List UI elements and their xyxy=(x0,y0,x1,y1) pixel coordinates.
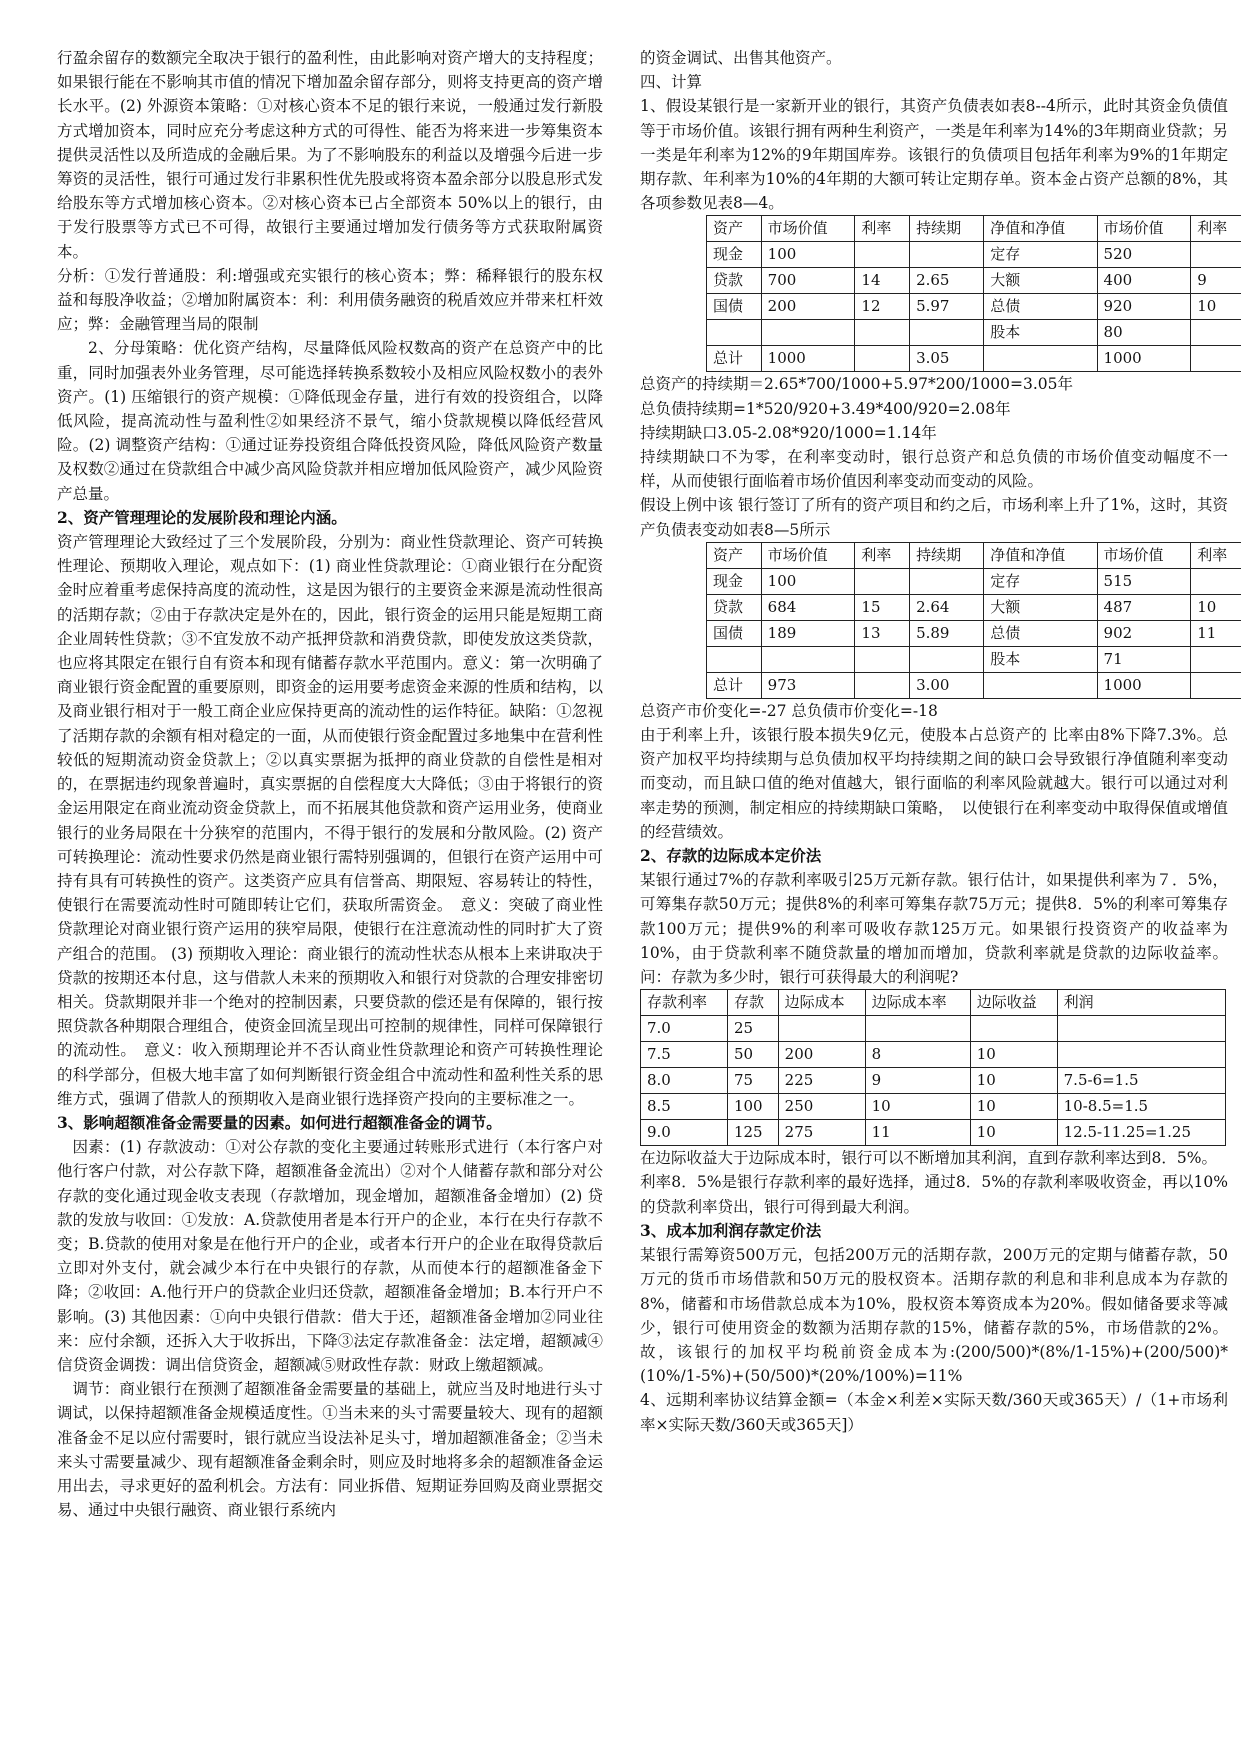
table-cell xyxy=(910,242,984,268)
table-header-cell: 持续期 xyxy=(910,542,984,568)
table-header-cell: 边际成本 xyxy=(778,990,865,1016)
table-cell: 684 xyxy=(761,594,855,620)
table-cell: 2.64 xyxy=(910,594,984,620)
table-cell: 15 xyxy=(855,594,910,620)
paragraph: 持续期缺口不为零，在利率变动时，银行总资产和总负债的市场价值变动幅度不一样，从而使银行面临着市场价值因利率变动而变动的风险。 xyxy=(640,448,1228,491)
table-cell: 10 xyxy=(1191,594,1241,620)
table-cell: 10-8.5=1.5 xyxy=(1057,1094,1225,1120)
table-cell: 520 xyxy=(1097,242,1191,268)
balance-sheet-table-8-4 xyxy=(706,215,1241,372)
table-header-cell: 利率 xyxy=(1191,216,1241,242)
table-cell: 1000 xyxy=(1097,346,1191,372)
table-cell: 10 xyxy=(1191,294,1241,320)
table-row xyxy=(707,294,1241,320)
table-header-cell: 利率 xyxy=(1191,542,1241,568)
table-cell xyxy=(970,1016,1057,1042)
marginal-cost-table xyxy=(640,989,1226,1146)
table-row xyxy=(641,1120,1226,1146)
table-cell: 400 xyxy=(1097,268,1191,294)
table-cell: 总计 xyxy=(707,346,762,372)
table-cell: 5.89 xyxy=(910,620,984,646)
table-cell xyxy=(984,346,1097,372)
table-cell: 3.00 xyxy=(910,672,984,698)
table-cell: 700 xyxy=(761,268,855,294)
table-cell xyxy=(865,1016,970,1042)
table-cell: 1000 xyxy=(761,346,855,372)
table-cell: 12.5-11.25=1.25 xyxy=(1057,1120,1225,1146)
table-cell: 8.0 xyxy=(641,1068,728,1094)
table-header-row xyxy=(707,542,1241,568)
table-row xyxy=(707,320,1241,346)
table-cell: 9.0 xyxy=(641,1120,728,1146)
table-row xyxy=(707,646,1241,672)
table-cell xyxy=(1191,646,1241,672)
table-row xyxy=(707,268,1241,294)
paragraph: 1、假设某银行是一家新开业的银行，其资产负债表如表8--4所示，此时其资金负债值等于市场价值。该银行拥有两种生利资产，一类是年利率为14%的3年期商业贷款；另一类是年利率为12%的9年期国库券。该银行的负债项目包括年利率为9%的1年期定期存款、年利率为10%的4年期的大额可转让定期存单。资本金占资产总额的8%，其各项参数见表8—4。 xyxy=(640,97,1228,213)
balance-sheet-table-8-5 xyxy=(706,542,1241,699)
table-cell: 11 xyxy=(865,1120,970,1146)
table-cell: 100 xyxy=(761,242,855,268)
table-cell xyxy=(1057,1016,1225,1042)
table-cell: 股本 xyxy=(984,320,1097,346)
table-cell: 3.05 xyxy=(910,346,984,372)
table-row xyxy=(707,672,1241,698)
table-cell xyxy=(910,646,984,672)
paragraph: 分析：①发行普通股：利:增强或充实银行的核心资本；弊：稀释银行的股东权益和每股净收益；②增加附属资本：利：利用债务融资的税盾效应并带来杠杆效应；弊：金融管理当局的限制 xyxy=(57,266,603,334)
paragraph: 4、远期利率协议结算金额=（本金×利差×实际天数/360天或365天）/（1+市场利率×实际天数/360天或365天]） xyxy=(640,1391,1228,1434)
table-cell: 总债 xyxy=(984,294,1097,320)
paragraph: 总负债持续期=1*520/920+3.49*400/920=2.08年 xyxy=(640,399,1011,418)
table-cell: 8.5 xyxy=(641,1094,728,1120)
table-cell: 10 xyxy=(970,1068,1057,1094)
table-header-cell: 资产 xyxy=(707,216,762,242)
table-header-cell: 边际成本率 xyxy=(865,990,970,1016)
paragraph: 总资产的持续期＝2.65*700/1000+5.97*200/1000=3.05年 xyxy=(640,375,1074,394)
table-header-cell: 净值和净值 xyxy=(984,542,1097,568)
paragraph: 2、分母策略：优化资产结构，尽量降低风险权数高的资产在总资产中的比重，同时加强表外业务管理，尽可能选择转换系数较小及相应风险权数小的表外资产。(1) 压缩银行的资产规模：①降低现金存量，进行有效的投资组合，以降低风险，提高流动性与盈利性②如果经济不景气，缩小贷款规模以降低经营风险。(2) 调整资产结构：①通过证券投资组合降低投资风险，降低风险资产数量及权数②通过在贷款组合中减少高风险贷款并相应增加低风险资产，减少风险资产总量。 xyxy=(57,339,603,503)
table-cell xyxy=(855,242,910,268)
table-cell: 1000 xyxy=(1097,672,1191,698)
paragraph: 由于利率上升，该银行股本损失9亿元，使股本占总资产的 比率由8%下降7.3%。总资产加权平均持续期与总负债加权平均持续期之间的缺口会导致银行净值随利率变动而变动，而且缺口值的绝对值越大，银行面临的利率风险就越大。银行可以通过对利率走势的预测，制定相应的持续期缺口策略， 以使银行在利率变动中取得保值或增值的经营绩效。 xyxy=(640,726,1228,841)
right-column xyxy=(640,46,1228,1437)
table-header-cell: 市场价值 xyxy=(761,216,855,242)
table-cell xyxy=(707,646,762,672)
paragraph: 因素：(1) 存款波动：①对公存款的变化主要通过转账形式进行（本行客户对他行客户付款，对公存款下降，超额准备金流出）②对个人储蓄存款和部分对公存款的变化通过现金收支表现（存款增加，现金增加，超额准备金增加）(2) 贷款的发放与收回：①发放：A.贷款使用者是本行开户的企业，本行在央行存款不变；B.贷款的使用对象是在他行开户的企业，或者本行开户的企业在取得贷款后立即对外支付，就会减少本行在中央银行的存款，从而使本行的超额准备金下降；②收回：A.他行开户的贷款企业归还贷款，超额准备金增加；B.本行开户不影响。(3) 其他因素：①向中央银行借款：借大于还，超额准备金增加②同业往来：应付余额，还拆入大于收拆出，下降③法定存款准备金：法定增，超额减④信贷资金调拨：调出信贷资金，超额减⑤财政性存款：财政上缴超额减。 xyxy=(57,1138,603,1374)
paragraph: 在边际收益大于边际成本时，银行可以不断增加其利润，直到存款利率达到8．5%。 xyxy=(640,1149,1217,1168)
table-cell xyxy=(855,346,910,372)
table-cell: 定存 xyxy=(984,242,1097,268)
table-cell xyxy=(855,672,910,698)
table-cell xyxy=(1191,242,1241,268)
table-row xyxy=(707,594,1241,620)
paragraph: 行盈余留存的数额完全取决于银行的盈利性，由此影响对资产增大的支持程度；如果银行能在不影响其市值的情况下增加盈余留存部分，则将支持更高的资产增长水平。(2) 外源资本策略：①对核心资本不足的银行来说，一般通过发行新股方式增加资本，同时应充分考虑这种方式的可得性、能否为将来进一步筹集资本提供灵活性以及所造成的金融后果。为了不影响股东的利益以及增强今后进一步筹资的灵活性，银行可通过发行非累积性优先股或将资本盈余部分以股息形式发给股东等方式增加核心资本。②对核心资本已占全部资本 50%以上的银行，由于发行股票等方式已不可得，故银行主要通过增加发行债务等方式获取附属资本。 xyxy=(57,49,603,261)
table-cell: 贷款 xyxy=(707,594,762,620)
left-column xyxy=(57,46,603,1522)
table-cell: 487 xyxy=(1097,594,1191,620)
table-cell: 2.65 xyxy=(910,268,984,294)
paragraph: 利率8．5%是银行存款利率的最好选择，通过8．5%的存款利率吸收资金，再以10%的贷款利率贷出，银行可得到最大利润。 xyxy=(640,1173,1228,1216)
table-cell: 10 xyxy=(970,1120,1057,1146)
table-header-cell: 市场价值 xyxy=(761,542,855,568)
table-cell xyxy=(1191,320,1241,346)
table-header-cell: 市场价值 xyxy=(1097,542,1191,568)
table-cell: 国债 xyxy=(707,620,762,646)
table-header-cell: 利润 xyxy=(1057,990,1225,1016)
table-cell: 200 xyxy=(761,294,855,320)
table-cell: 8 xyxy=(865,1042,970,1068)
table-header-cell: 存款 xyxy=(727,990,778,1016)
table-cell: 50 xyxy=(727,1042,778,1068)
section-heading: 2、存款的边际成本定价法 xyxy=(640,846,822,866)
table-cell: 贷款 xyxy=(707,268,762,294)
table-header-row xyxy=(707,216,1241,242)
table-cell: 75 xyxy=(727,1068,778,1094)
table-cell: 250 xyxy=(778,1094,865,1120)
table-header-cell: 持续期 xyxy=(910,216,984,242)
table-cell xyxy=(761,320,855,346)
table-cell: 7.0 xyxy=(641,1016,728,1042)
table-cell: 11 xyxy=(1191,620,1241,646)
table-cell: 7.5 xyxy=(641,1042,728,1068)
table-row xyxy=(707,242,1241,268)
table-cell: 14 xyxy=(855,268,910,294)
table-cell xyxy=(910,320,984,346)
table-cell: 现金 xyxy=(707,568,762,594)
table-cell: 总计 xyxy=(707,672,762,698)
table-cell: 902 xyxy=(1097,620,1191,646)
paragraph: 的资金调试、出售其他资产。 xyxy=(640,49,842,67)
table-cell xyxy=(778,1016,865,1042)
table-cell xyxy=(855,568,910,594)
table-header-cell: 利率 xyxy=(855,216,910,242)
table-cell xyxy=(1191,672,1241,698)
table-cell: 股本 xyxy=(984,646,1097,672)
table-cell xyxy=(1057,1042,1225,1068)
table-header-cell: 资产 xyxy=(707,542,762,568)
table-cell: 国债 xyxy=(707,294,762,320)
table-cell: 大额 xyxy=(984,594,1097,620)
table-row xyxy=(707,568,1241,594)
table-cell: 10 xyxy=(970,1094,1057,1120)
table-cell: 125 xyxy=(727,1120,778,1146)
table-cell: 现金 xyxy=(707,242,762,268)
table-cell: 100 xyxy=(761,568,855,594)
table-cell: 总债 xyxy=(984,620,1097,646)
table-cell xyxy=(1191,568,1241,594)
table-header-cell: 净值和净值 xyxy=(984,216,1097,242)
table-header-cell: 市场价值 xyxy=(1097,216,1191,242)
table-cell: 100 xyxy=(727,1094,778,1120)
table-header-cell: 利率 xyxy=(855,542,910,568)
table-row xyxy=(641,1094,1226,1120)
table-cell xyxy=(1191,346,1241,372)
table-cell: 71 xyxy=(1097,646,1191,672)
table-cell: 225 xyxy=(778,1068,865,1094)
table-header-cell: 边际收益 xyxy=(970,990,1057,1016)
table-cell: 13 xyxy=(855,620,910,646)
table-cell: 189 xyxy=(761,620,855,646)
table-cell: 大额 xyxy=(984,268,1097,294)
section-heading: 四、计算 xyxy=(640,73,703,92)
table-cell: 920 xyxy=(1097,294,1191,320)
paragraph: 持续期缺口3.05-2.08*920/1000=1.14年 xyxy=(640,423,937,442)
paragraph: 某银行需筹资500万元，包括200万元的活期存款，200万元的定期与储蓄存款，50万元的货币市场借款和50万元的股权资本。活期存款的利息和非利息成本为存款的8%，储蓄和市场借款总成本为10%，股权资本筹资成本为20%。假如储备要求等减少，银行可使用资金的数额为活期存款的15%，储蓄存款的5%，市场借款的2%。故，该银行的加权平均税前资金成本为:(200/500)*(8%/1-15%)+(200/500)*(10%/1-5%)+(50/500)*(20%/100%)=11% xyxy=(640,1246,1228,1386)
table-cell: 10 xyxy=(865,1094,970,1120)
table-row xyxy=(641,1042,1226,1068)
table-cell xyxy=(855,320,910,346)
paragraph: 总资产市价变化=-27 总负债市价变化=-18 xyxy=(640,701,938,720)
table-row xyxy=(641,1016,1226,1042)
table-cell: 定存 xyxy=(984,568,1097,594)
paragraph: 某银行通过7%的存款利率吸引25万元新存款。银行估计，如果提供利率为７．5%，可筹集存款50万元；提供8%的利率可筹集存款75万元；提供8．5%的利率可筹集存款100万元；提供9%的利率可吸收存款125万元。如果银行投资资产的收益率为10%，由于贷款利率不随贷款量的增加而增加，贷款利率就是贷款的边际收益率。问：存款为多少时，银行可获得最大的利润呢? xyxy=(640,871,1228,987)
table-cell: 5.97 xyxy=(910,294,984,320)
table-header-row xyxy=(641,990,1226,1016)
table-cell: 7.5-6=1.5 xyxy=(1057,1068,1225,1094)
table-cell xyxy=(910,568,984,594)
table-row xyxy=(707,346,1241,372)
section-heading: 3、影响超额准备金需要量的因素。如何进行超额准备金的调节。 xyxy=(57,1112,502,1132)
table-cell: 275 xyxy=(778,1120,865,1146)
table-cell: 12 xyxy=(855,294,910,320)
table-cell xyxy=(984,672,1097,698)
table-cell: 200 xyxy=(778,1042,865,1068)
table-cell xyxy=(855,646,910,672)
table-cell: 515 xyxy=(1097,568,1191,594)
table-row xyxy=(641,1068,1226,1094)
table-cell xyxy=(761,646,855,672)
paragraph: 调节：商业银行在预测了超额准备金需要量的基础上，就应当及时地进行头寸调试，以保持超额准备金规模适度性。①当未来的头寸需要量较大、现有的超额准备金不足以应付需要时，银行就应当设法补足头寸，增加超额准备金；②当未来头寸需要量减少、现有超额准备金剩余时，则应及时地将多余的超额准备金运用出去，寻求更好的盈利机会。方法有：同业拆借、短期证券回购及商业票据交易、通过中央银行融资、商业银行系统内 xyxy=(57,1380,603,1520)
table-cell: 973 xyxy=(761,672,855,698)
table-cell: 25 xyxy=(727,1016,778,1042)
table-cell: 9 xyxy=(865,1068,970,1094)
section-heading: 2、资产管理理论的发展阶段和理论内涵。 xyxy=(57,507,347,527)
table-row xyxy=(707,620,1241,646)
table-cell: 9 xyxy=(1191,268,1241,294)
table-cell: 10 xyxy=(970,1042,1057,1068)
table-header-cell: 存款利率 xyxy=(641,990,728,1016)
section-heading: 3、成本加利润存款定价法 xyxy=(640,1220,822,1240)
table-cell xyxy=(707,320,762,346)
table-cell: 80 xyxy=(1097,320,1191,346)
paragraph: 假设上例中该 银行签订了所有的资产项目和约之后，市场利率上升了1%，这时，其资产负债表变动如表8—5所示 xyxy=(640,496,1228,539)
paragraph: 资产管理理论大致经过了三个发展阶段，分别为：商业性贷款理论、资产可转换性理论、预期收入理论，观点如下：(1) 商业性贷款理论：①商业银行在分配资金时应着重考虑保持高度的流动性，这是因为银行的主要资金来源是流动性很高的活期存款；②由于存款决定是外在的，因此，银行资金的运用只能是短期工商企业周转性贷款；③不宜发放不动产抵押贷款和消费贷款，即使发放这类贷款，也应将其限定在银行自有资本和现有储蓄存款水平范围内。意义：第一次明确了商业银行资金配置的重要原则，即资金的运用要考虑资金来源的性质和结构，以及商业银行相对于一般工商企业应保持更高的流动性的运作特征。缺陷：①忽视了活期存款的余额有相对稳定的一面，从而使银行资金配置过多地集中在营利性较低的短期流动资金贷款上；②以真实票据为抵押的商业贷款的自偿性是相对的，在票据违约现象普遍时，真实票据的自偿程度大大降低；③由于将银行的资金运用限定在商业流动资金贷款上，而不拓展其他贷款和资产运用业务，使商业银行的业务局限在十分狭窄的范围内，不得于银行的发展和分散风险。(2) 资产可转换理论：流动性要求仍然是商业银行需特别强调的，但银行在资产运用中可持有具有可转换性的资产。这类资产应具有信誉高、期限短、容易转让的特性，使银行在需要流动性时可随即转让它们，获取所需资金。 意义：突破了商业性贷款理论对商业银行资产运用的狭窄局限，使银行在注意流动性的同时扩大了资产组合的范围。 (3) 预期收入理论：商业银行的流动性状态从根本上来讲取决于贷款的按期还本付息，这与借款人未来的预期收入和银行对贷款的合理安排密切相关。贷款期限并非一个绝对的控制因素，只要贷款的偿还是有保障的，银行按照贷款各种期限合理组合，使资金回流呈现出可控制的规律性，同样可保障银行的流动性。 意义：收入预期理论并不否认商业性贷款理论和资产可转换性理论的科学部分，但极大地丰富了如何判断银行资金组合中流动性和盈利性关系的思维方式，强调了借款人的预期收入是商业银行选择资产投向的主要标准之一。 xyxy=(57,533,603,1108)
